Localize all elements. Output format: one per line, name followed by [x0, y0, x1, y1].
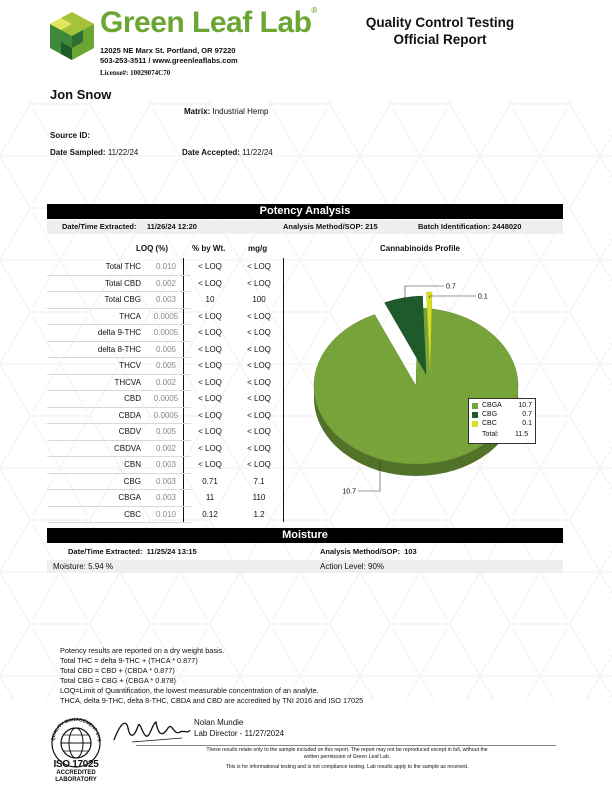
pie-label-cbg: 0.7 [446, 283, 456, 291]
table-row [47, 473, 283, 490]
client-name: Jon Snow [50, 87, 112, 102]
pct-value: 11 [205, 493, 215, 502]
loq-value: 0.002 [155, 278, 177, 288]
analyte-name: CBDVA [114, 443, 141, 453]
mg-value: < LOQ [247, 278, 271, 288]
loq-value: 0.003 [155, 460, 177, 469]
pct-value: < LOQ [198, 262, 222, 271]
mg-value: 7.1 [253, 476, 265, 486]
pct-value: 0.71 [202, 476, 218, 486]
chart-title: Cannabinoids Profile [379, 244, 460, 253]
date-sampled-field: Date Sampled: 11/22/24 [50, 148, 139, 157]
analyte-name: delta 9-THC [97, 328, 141, 337]
mg-value: < LOQ [247, 328, 271, 337]
legend-swatch-cbga [472, 403, 478, 409]
col-header-mg: mg/g [248, 244, 268, 253]
analyte-name: THCV [119, 361, 141, 370]
table-row [47, 506, 283, 523]
matrix-field: Matrix: Industrial Hemp [184, 107, 269, 116]
date-accepted-field: Date Accepted: 11/22/24 [182, 148, 273, 157]
analyte-name: THCVA [114, 377, 141, 387]
lab-license: License#: 10029074C70 [100, 69, 171, 77]
moisture-value: Moisture: 5.94 % [53, 562, 114, 571]
pct-value: < LOQ [198, 460, 222, 469]
seal-text: QUALITY MANAGEMENT SYS [50, 716, 102, 742]
chart-legend: CBGA 10.7 CBG 0.7 CBC 0.1 Total: 11.5 [468, 398, 536, 444]
loq-value: 0.003 [155, 476, 177, 486]
analyte-name: Total THC [105, 262, 141, 271]
lab-address: 12025 NE Marx St. Portland, OR 97220 503-253-3511 / www.greenleaflabs.com [100, 46, 238, 65]
moisture-result-row [47, 560, 563, 573]
analyte-name: THCA [119, 311, 141, 321]
mg-value: < LOQ [247, 344, 271, 354]
pct-value: < LOQ [198, 377, 222, 387]
report-notes: Potency results are reported on a dry weight basis. Total THC = delta 9-THC + (THCA * 0.877) Total CBD = CBD + (CBDA * 0.877) Total CBG = CBG + (CBGA * 0.878) LOQ=Limit of Quantification, the lowest measurable concentration of an analyte. THCA, delta 9-THC, delta 8-THC, CBDA and CBD are accredited by TNI 2016 and ISO 17025 [60, 646, 364, 705]
source-id-field: Source ID: [50, 131, 91, 140]
pct-value: < LOQ [198, 311, 222, 321]
potency-section-bar: Potency Analysis [47, 204, 563, 219]
loq-value: 0.002 [155, 443, 177, 453]
loq-value: 0.002 [155, 377, 177, 387]
table-row [47, 390, 283, 407]
mg-value: 100 [252, 295, 266, 304]
loq-value: 0.005 [155, 344, 177, 354]
mg-value: < LOQ [247, 311, 271, 321]
pct-value: < LOQ [198, 361, 222, 370]
loq-value: 0.0005 [153, 311, 179, 321]
table-row [47, 456, 283, 473]
mg-value: 110 [252, 493, 266, 502]
mg-value: < LOQ [247, 377, 271, 387]
analyte-name: CBD [124, 394, 141, 403]
mg-value: < LOQ [247, 262, 271, 271]
mg-value: < LOQ [247, 443, 271, 453]
loq-value: 0.0005 [153, 328, 179, 337]
potency-subheader [47, 220, 563, 234]
pct-value: < LOQ [198, 427, 222, 436]
moisture-method: Analysis Method/SOP: 103 [320, 547, 417, 556]
analyte-name: CBDA [118, 410, 141, 420]
disclaimer: These results relate only to the sample included on this report. The report may not be reproduced except in full, without the written permission of Green Leaf Lab. This is for informational testing and is not compliance testing. Lab results apply to the sample as received. [206, 747, 488, 771]
potency-batch: Batch Identification: 2448020 [418, 222, 522, 231]
legend-swatch-cbg [472, 412, 478, 418]
pct-value: < LOQ [198, 443, 222, 453]
loq-value: 0.010 [155, 262, 177, 271]
pct-value: < LOQ [198, 394, 222, 403]
analyte-name: CBN [124, 460, 141, 469]
svg-text:QUALITY MANAGEMENT SYSTEM [44, 713, 102, 742]
pie-label-cbga: 10.7 [342, 488, 356, 496]
mg-value: < LOQ [247, 460, 271, 469]
col-header-loq: LOQ (%) [136, 244, 168, 253]
pct-value: < LOQ [198, 410, 222, 420]
lab-brand-name: Green Leaf Lab® [100, 6, 317, 39]
logo-cube-icon [46, 10, 98, 62]
pct-value: 0.12 [202, 509, 218, 519]
table-row [47, 291, 283, 308]
analyte-name: delta 8-THC [97, 344, 141, 354]
pct-value: < LOQ [198, 328, 222, 337]
analyte-name: CBGA [118, 493, 141, 502]
cannabinoids-pie-chart [296, 276, 556, 516]
loq-value: 0.005 [155, 361, 177, 370]
table-row [47, 440, 283, 457]
pct-value: < LOQ [198, 278, 222, 288]
mg-value: < LOQ [247, 427, 271, 436]
row-gridline [47, 522, 191, 523]
pct-value: < LOQ [198, 344, 222, 354]
table-row [47, 357, 283, 374]
table-row [47, 374, 283, 391]
table-row [47, 341, 283, 358]
mg-value: 1.2 [253, 509, 265, 519]
loq-value: 0.005 [155, 427, 177, 436]
loq-value: 0.010 [155, 509, 177, 519]
analyte-name: CBC [124, 509, 141, 519]
director-name-block: Nolan Mundie Lab Director - 11/27/2024 [194, 718, 285, 738]
pie-label-cbc: 0.1 [478, 293, 488, 301]
moisture-action-level: Action Level: 90% [320, 562, 385, 571]
table-row [47, 407, 283, 424]
table-row [47, 324, 283, 341]
analyte-name: Total CBG [104, 295, 141, 304]
legend-swatch-cbc [472, 421, 478, 427]
iso-accreditation: ISO 17025 ACCREDITED LABORATORY [53, 759, 99, 783]
analyte-name: CBDV [118, 427, 141, 436]
col-header-pct: % by Wt. [192, 244, 226, 253]
table-divider-right [283, 258, 284, 522]
mg-value: < LOQ [247, 410, 271, 420]
moisture-extracted: Date/Time Extracted: 11/25/24 13:15 [68, 547, 197, 556]
table-row [47, 489, 283, 506]
mg-value: < LOQ [247, 361, 271, 370]
loq-value: 0.003 [155, 295, 177, 304]
moisture-section-bar: Moisture [47, 528, 563, 543]
table-row [47, 275, 283, 292]
table-row [47, 423, 283, 440]
signature-line [136, 745, 556, 746]
table-row [47, 258, 283, 275]
pie-leader-cbc [429, 296, 476, 298]
potency-extracted: Date/Time Extracted: 11/26/24 12:20 [62, 222, 197, 231]
loq-value: 0.0005 [153, 410, 179, 420]
table-row [47, 308, 283, 325]
report-title: Quality Control Testing Official Report [365, 15, 515, 47]
director-signature [112, 714, 192, 746]
pct-value: 10 [205, 295, 215, 304]
loq-value: 0.0005 [153, 394, 179, 403]
loq-value: 0.003 [155, 493, 177, 502]
mg-value: < LOQ [247, 394, 271, 403]
analyte-name: CBG [123, 476, 141, 486]
analyte-name: Total CBD [104, 278, 141, 288]
potency-method: Analysis Method/SOP: 215 [283, 222, 378, 231]
